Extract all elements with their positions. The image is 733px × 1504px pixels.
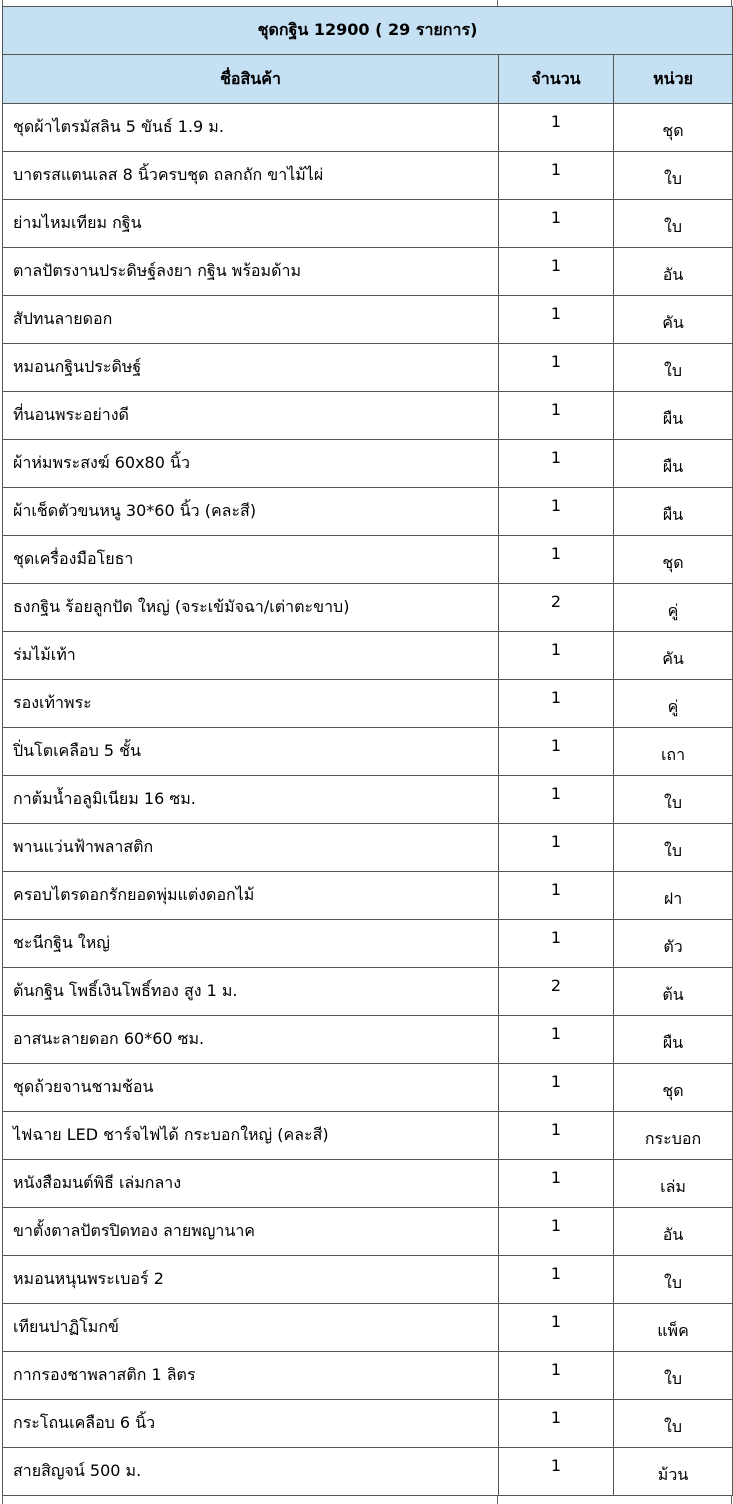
item-qty-cell <box>499 632 614 680</box>
item-qty: 1 <box>550 1120 562 1139</box>
table-row <box>3 488 733 536</box>
item-unit-cell <box>614 296 733 344</box>
item-qty: 1 <box>550 832 562 851</box>
item-qty: 1 <box>550 1312 562 1331</box>
item-qty-cell <box>499 584 614 632</box>
item-qty-cell <box>499 1304 614 1352</box>
item-unit: ผืน <box>662 1033 684 1052</box>
item-qty: 1 <box>550 784 562 803</box>
table-row <box>3 1016 733 1064</box>
item-qty-cell <box>499 1208 614 1256</box>
item-name: สายสิญจน์ 500 ม. <box>3 1448 499 1496</box>
item-unit-cell <box>614 1016 733 1064</box>
item-qty: 1 <box>550 880 562 899</box>
item-qty-cell <box>499 392 614 440</box>
item-unit: ใบ <box>664 841 682 860</box>
item-unit: เถา <box>660 745 686 764</box>
table-row <box>3 1112 733 1160</box>
item-unit: ผืน <box>662 505 684 524</box>
item-unit: คัน <box>662 313 684 332</box>
item-unit-cell <box>614 1256 733 1304</box>
item-unit: คู่ <box>667 697 679 716</box>
item-name: ครอบไตรดอกรักยอดพุ่มแต่งดอกไม้ <box>3 872 499 920</box>
table-body <box>3 104 733 1496</box>
table-row <box>3 872 733 920</box>
item-unit: ชุด <box>662 1081 684 1100</box>
item-qty: 1 <box>550 352 562 371</box>
item-name: ที่นอนพระอย่างดี <box>3 392 499 440</box>
item-unit: ใบ <box>664 217 682 236</box>
item-unit-cell <box>614 1448 733 1496</box>
item-name: ผ้าห่มพระสงฆ์ 60x80 นิ้ว <box>3 440 499 488</box>
item-name: รองเท้าพระ <box>3 680 499 728</box>
item-qty: 1 <box>550 1456 562 1475</box>
item-qty-cell <box>499 1016 614 1064</box>
table-row <box>3 344 733 392</box>
item-unit-cell <box>614 1160 733 1208</box>
item-name: ตาลปัตรงานประดิษฐ์ลงยา กฐิน พร้อมด้าม <box>3 248 499 296</box>
table-row <box>3 296 733 344</box>
item-qty-cell <box>499 344 614 392</box>
item-name: ย่ามไหมเทียม กฐิน <box>3 200 499 248</box>
item-unit: ตัว <box>663 937 683 956</box>
item-qty: 1 <box>550 112 562 131</box>
item-qty-cell <box>499 248 614 296</box>
item-qty-cell <box>499 872 614 920</box>
item-unit-cell <box>614 1400 733 1448</box>
item-qty-cell <box>499 440 614 488</box>
item-qty-cell <box>499 1256 614 1304</box>
item-unit-cell <box>614 584 733 632</box>
item-qty-cell <box>499 1352 614 1400</box>
item-unit-cell <box>614 152 733 200</box>
item-unit-cell <box>614 536 733 584</box>
item-name: ร่มไม้เท้า <box>3 632 499 680</box>
item-qty: 2 <box>550 976 562 995</box>
column-header-qty: จำนวน <box>499 55 614 104</box>
item-name: หมอนหนุนพระเบอร์ 2 <box>3 1256 499 1304</box>
item-unit: ม้วน <box>657 1465 689 1484</box>
table-row <box>3 1256 733 1304</box>
item-name: หมอนกฐินประดิษฐ์ <box>3 344 499 392</box>
item-qty: 1 <box>550 1264 562 1283</box>
item-name: กระโถนเคลือบ 6 นิ้ว <box>3 1400 499 1448</box>
item-name: กาต้มน้ำอลูมิเนียม 16 ซม. <box>3 776 499 824</box>
item-unit: ต้น <box>662 985 684 1004</box>
item-qty: 1 <box>550 448 562 467</box>
item-qty-cell <box>499 152 614 200</box>
item-qty-cell <box>499 536 614 584</box>
item-unit: เล่ม <box>660 1177 686 1196</box>
item-unit: ใบ <box>664 1273 682 1292</box>
item-qty-cell <box>499 728 614 776</box>
item-qty-cell <box>499 1064 614 1112</box>
item-unit-cell <box>614 344 733 392</box>
item-unit-cell <box>614 776 733 824</box>
item-unit: ใบ <box>664 793 682 812</box>
item-qty: 1 <box>550 928 562 947</box>
item-qty: 1 <box>550 256 562 275</box>
item-unit-cell <box>614 824 733 872</box>
item-name: บาตรสแตนเลส 8 นิ้วครบชุด ถลกถัก ขาไม้ไผ่ <box>3 152 499 200</box>
table-row <box>3 680 733 728</box>
item-name: ชุดเครื่องมือโยธา <box>3 536 499 584</box>
item-unit-cell <box>614 1112 733 1160</box>
item-name: ปิ่นโตเคลือบ 5 ชั้น <box>3 728 499 776</box>
table-row <box>3 632 733 680</box>
item-qty-cell <box>499 968 614 1016</box>
item-unit-cell <box>614 1304 733 1352</box>
item-qty-cell <box>499 488 614 536</box>
item-unit-cell <box>614 104 733 152</box>
item-unit: อัน <box>662 265 684 284</box>
item-name: ชะนีกฐิน ใหญ่ <box>3 920 499 968</box>
item-unit: ผืน <box>662 457 684 476</box>
item-unit: คัน <box>662 649 684 668</box>
kathin-set-table <box>2 6 733 1496</box>
item-qty: 1 <box>550 496 562 515</box>
item-qty: 1 <box>550 1360 562 1379</box>
item-unit-cell <box>614 200 733 248</box>
table-row <box>3 392 733 440</box>
table-row <box>3 1064 733 1112</box>
item-unit-cell <box>614 1064 733 1112</box>
item-unit-cell <box>614 1352 733 1400</box>
item-qty-cell <box>499 1448 614 1496</box>
item-qty: 1 <box>550 1072 562 1091</box>
table-row <box>3 776 733 824</box>
item-qty-cell <box>499 1160 614 1208</box>
item-qty-cell <box>499 1400 614 1448</box>
item-qty-cell <box>499 824 614 872</box>
item-name: ธงกฐิน ร้อยลูกปัด ใหญ่ (จระเข้มัจฉา/เต่าตะขาบ) <box>3 584 499 632</box>
item-unit: ฝา <box>663 889 683 908</box>
item-qty: 2 <box>550 592 562 611</box>
item-unit: คู่ <box>667 601 679 620</box>
table-row <box>3 920 733 968</box>
column-header-name: ชื่อสินค้า <box>3 55 499 104</box>
table-row <box>3 536 733 584</box>
item-unit: กระบอก <box>644 1129 702 1148</box>
item-unit-cell <box>614 488 733 536</box>
item-qty: 1 <box>550 736 562 755</box>
item-qty-cell <box>499 104 614 152</box>
item-name: ชุดถ้วยจานชามช้อน <box>3 1064 499 1112</box>
item-qty-cell <box>499 200 614 248</box>
item-name: เทียนปาฏิโมกข์ <box>3 1304 499 1352</box>
item-unit-cell <box>614 728 733 776</box>
table-row <box>3 1352 733 1400</box>
table-title: ชุดกฐิน 12900 ( 29 รายการ) <box>3 7 733 55</box>
item-unit-cell <box>614 1208 733 1256</box>
item-unit: แพ็ค <box>657 1321 689 1340</box>
table-row <box>3 440 733 488</box>
item-unit-cell <box>614 248 733 296</box>
item-unit: ใบ <box>664 1369 682 1388</box>
item-name: พานแว่นฟ้าพลาสติก <box>3 824 499 872</box>
item-qty-cell <box>499 296 614 344</box>
item-name: สัปทนลายดอก <box>3 296 499 344</box>
table-row <box>3 1400 733 1448</box>
item-qty-cell <box>499 1112 614 1160</box>
item-unit-cell <box>614 440 733 488</box>
table-row <box>3 968 733 1016</box>
item-name: หนังสือมนต์พิธี เล่มกลาง <box>3 1160 499 1208</box>
table-row <box>3 1160 733 1208</box>
column-header-unit: หน่วย <box>614 55 733 104</box>
table-row <box>3 1208 733 1256</box>
item-unit: ใบ <box>664 361 682 380</box>
item-unit-cell <box>614 632 733 680</box>
item-qty: 1 <box>550 688 562 707</box>
item-unit: ใบ <box>664 169 682 188</box>
item-qty: 1 <box>550 1408 562 1427</box>
table-row <box>3 104 733 152</box>
table-row <box>3 1448 733 1496</box>
item-unit-cell <box>614 680 733 728</box>
item-unit: ชุด <box>662 121 684 140</box>
bottom-border-stub <box>0 1496 733 1504</box>
item-qty: 1 <box>550 1216 562 1235</box>
item-name: อาสนะลายดอก 60*60 ซม. <box>3 1016 499 1064</box>
item-unit: ใบ <box>664 1417 682 1436</box>
item-unit: ผืน <box>662 409 684 428</box>
table-row <box>3 728 733 776</box>
table-row <box>3 248 733 296</box>
item-qty: 1 <box>550 208 562 227</box>
item-unit-cell <box>614 920 733 968</box>
item-qty-cell <box>499 920 614 968</box>
item-qty-cell <box>499 680 614 728</box>
item-unit-cell <box>614 968 733 1016</box>
item-name: ขาตั้งตาลปัตรปิดทอง ลายพญานาค <box>3 1208 499 1256</box>
item-name: ต้นกฐิน โพธิ์เงินโพธิ์ทอง สูง 1 ม. <box>3 968 499 1016</box>
item-unit-cell <box>614 392 733 440</box>
item-qty: 1 <box>550 400 562 419</box>
item-name: ผ้าเช็ดตัวขนหนู 30*60 นิ้ว (คละสี) <box>3 488 499 536</box>
item-qty: 1 <box>550 304 562 323</box>
item-unit: อัน <box>662 1225 684 1244</box>
item-name: ไฟฉาย LED ชาร์จไฟได้ กระบอกใหญ่ (คละสี) <box>3 1112 499 1160</box>
table-row <box>3 200 733 248</box>
table-row <box>3 824 733 872</box>
table-row <box>3 1304 733 1352</box>
item-qty: 1 <box>550 160 562 179</box>
item-qty: 1 <box>550 640 562 659</box>
item-qty: 1 <box>550 1024 562 1043</box>
table-row <box>3 584 733 632</box>
item-unit-cell <box>614 872 733 920</box>
table-row <box>3 152 733 200</box>
item-qty-cell <box>499 776 614 824</box>
item-qty: 1 <box>550 1168 562 1187</box>
item-unit: ชุด <box>662 553 684 572</box>
item-name: ชุดผ้าไตรมัสลิน 5 ขันธ์ 1.9 ม. <box>3 104 499 152</box>
item-name: กากรองชาพลาสติก 1 ลิตร <box>3 1352 499 1400</box>
item-qty: 1 <box>550 544 562 563</box>
